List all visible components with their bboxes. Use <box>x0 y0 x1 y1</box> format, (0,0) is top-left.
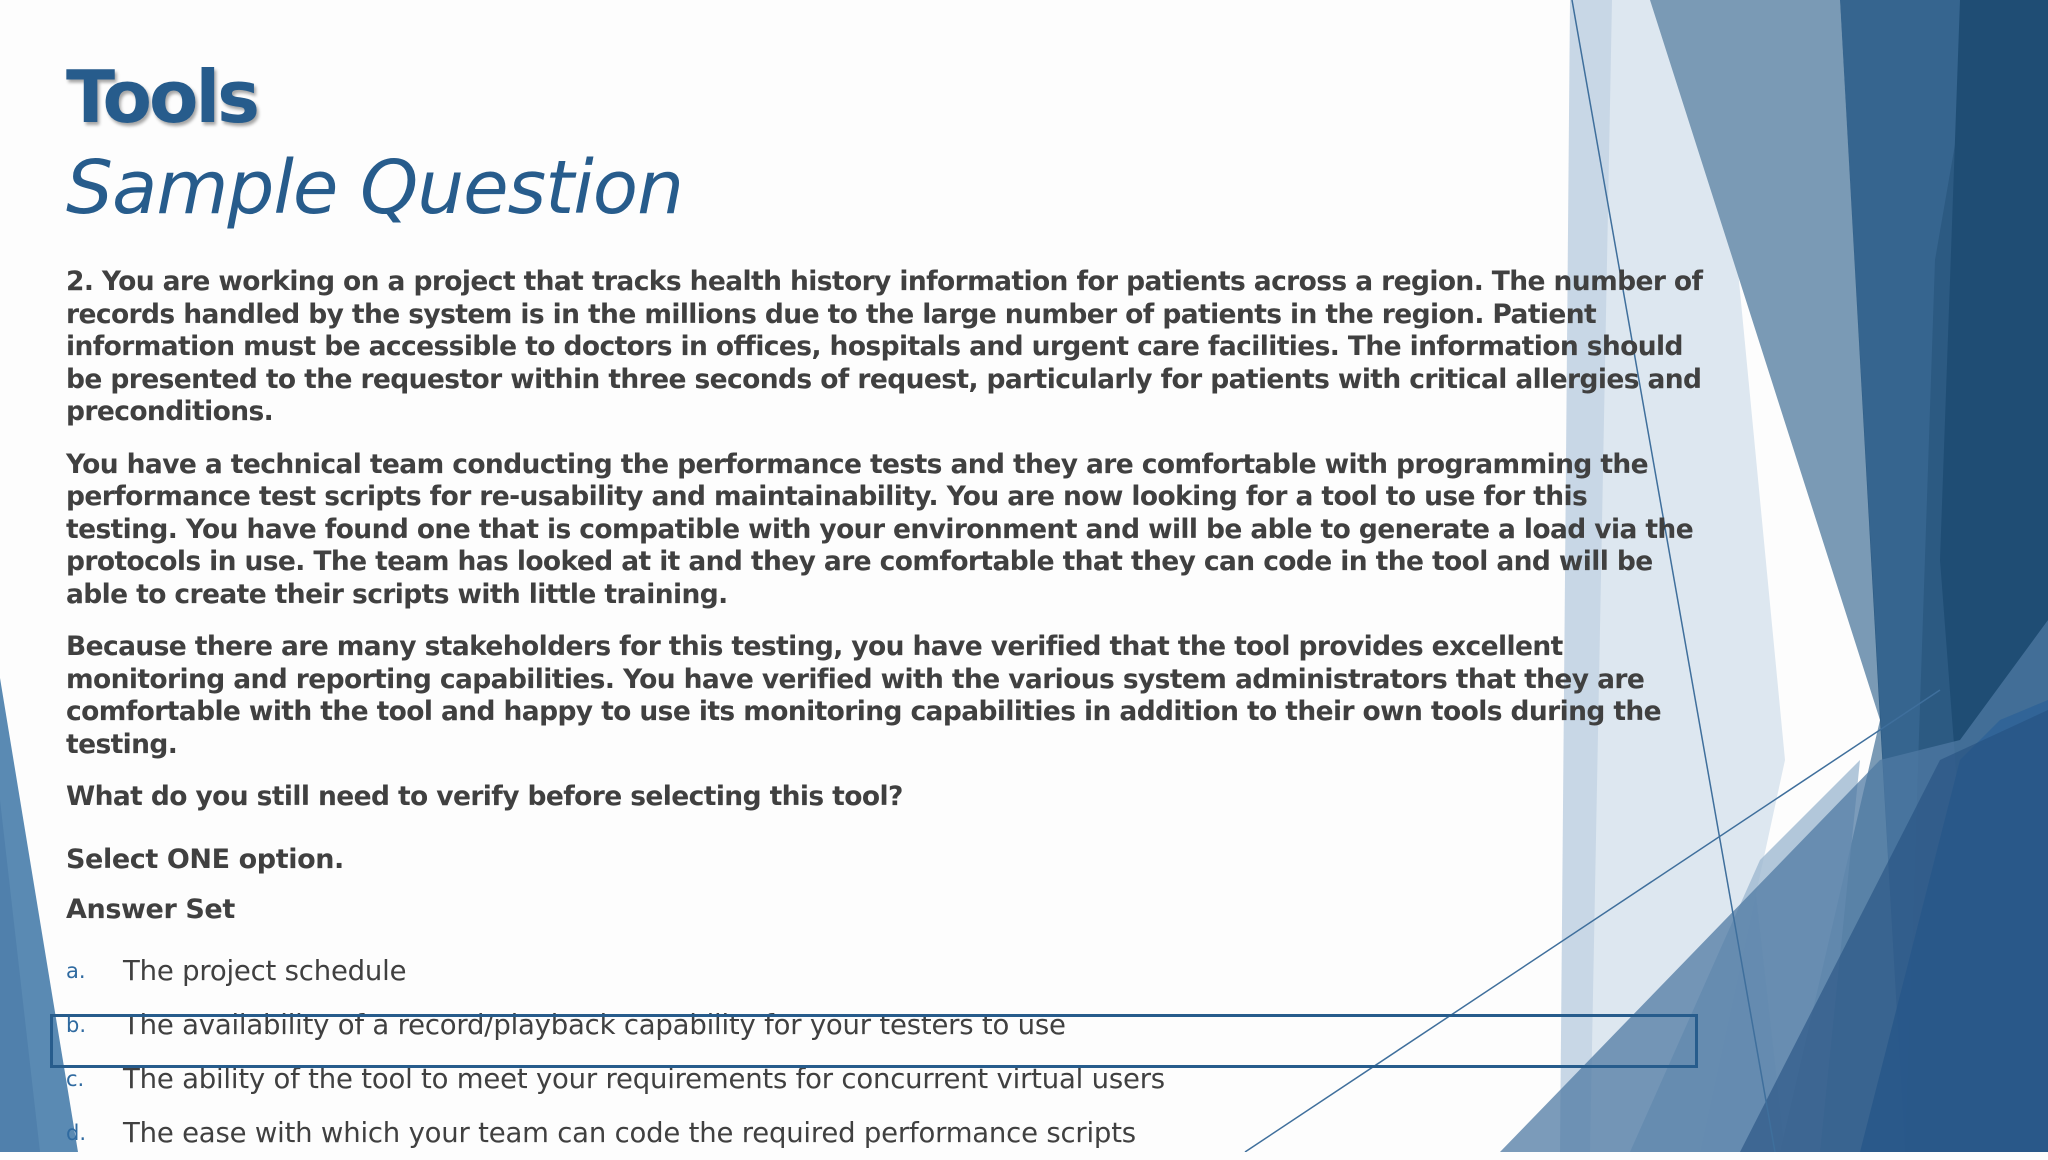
answer-option-d[interactable] <box>66 1106 1706 1160</box>
option-letter: c. <box>66 1066 85 1091</box>
answer-option-a[interactable] <box>66 944 1706 998</box>
option-text: The ease with which your team can code the required performance scripts <box>123 1116 1136 1149</box>
option-letter: a. <box>66 958 86 983</box>
option-text: The project schedule <box>123 954 407 987</box>
question-prompt: What do you still need to verify before selecting this tool? <box>66 781 903 812</box>
question-stakeholders: Because there are many stakeholders for this testing, you have verified that the tool provides excellent monitoring and reporting capabilities. You have verified with the various system administrators that they are comfortable with the tool and happy to use its monitoring capabilities in addition to their own tools during the testing. <box>66 631 1662 760</box>
option-letter: b. <box>66 1012 87 1037</box>
option-letter: d. <box>66 1120 87 1145</box>
option-text: The availability of a record/playback capability for your testers to use <box>123 1008 1066 1041</box>
instruction-text: Select ONE option. <box>66 843 344 875</box>
answer-set-heading: Answer Set <box>66 893 235 925</box>
question-scenario: 2. You are working on a project that tracks health history information for patients across a region. The number of records handled by the system is in the millions due to the large number of patients in the region. Patient information must be accessible to doctors in offices, hospitals and urgent care facilities. The information should be presented to the requestor within three seconds of request, particularly for patients with critical allergies and preconditions. <box>66 266 1703 427</box>
question-team-context: You have a technical team conducting the performance tests and they are comfortable with programming the performance test scripts for re-usability and maintainability. You are now looking for a tool to use for this testing. You have found one that is compatible with your environment and will be able to generate a load via the protocols in use. The team has looked at it and they are comfortable that they can code in the tool and will be able to create their scripts with little training. <box>66 448 1694 610</box>
slide-title: Tools <box>66 55 258 139</box>
slide-subtitle: Sample Question <box>66 145 683 231</box>
option-text: The ability of the tool to meet your requirements for concurrent virtual users <box>123 1062 1165 1095</box>
correct-answer-highlight <box>50 1014 1698 1068</box>
